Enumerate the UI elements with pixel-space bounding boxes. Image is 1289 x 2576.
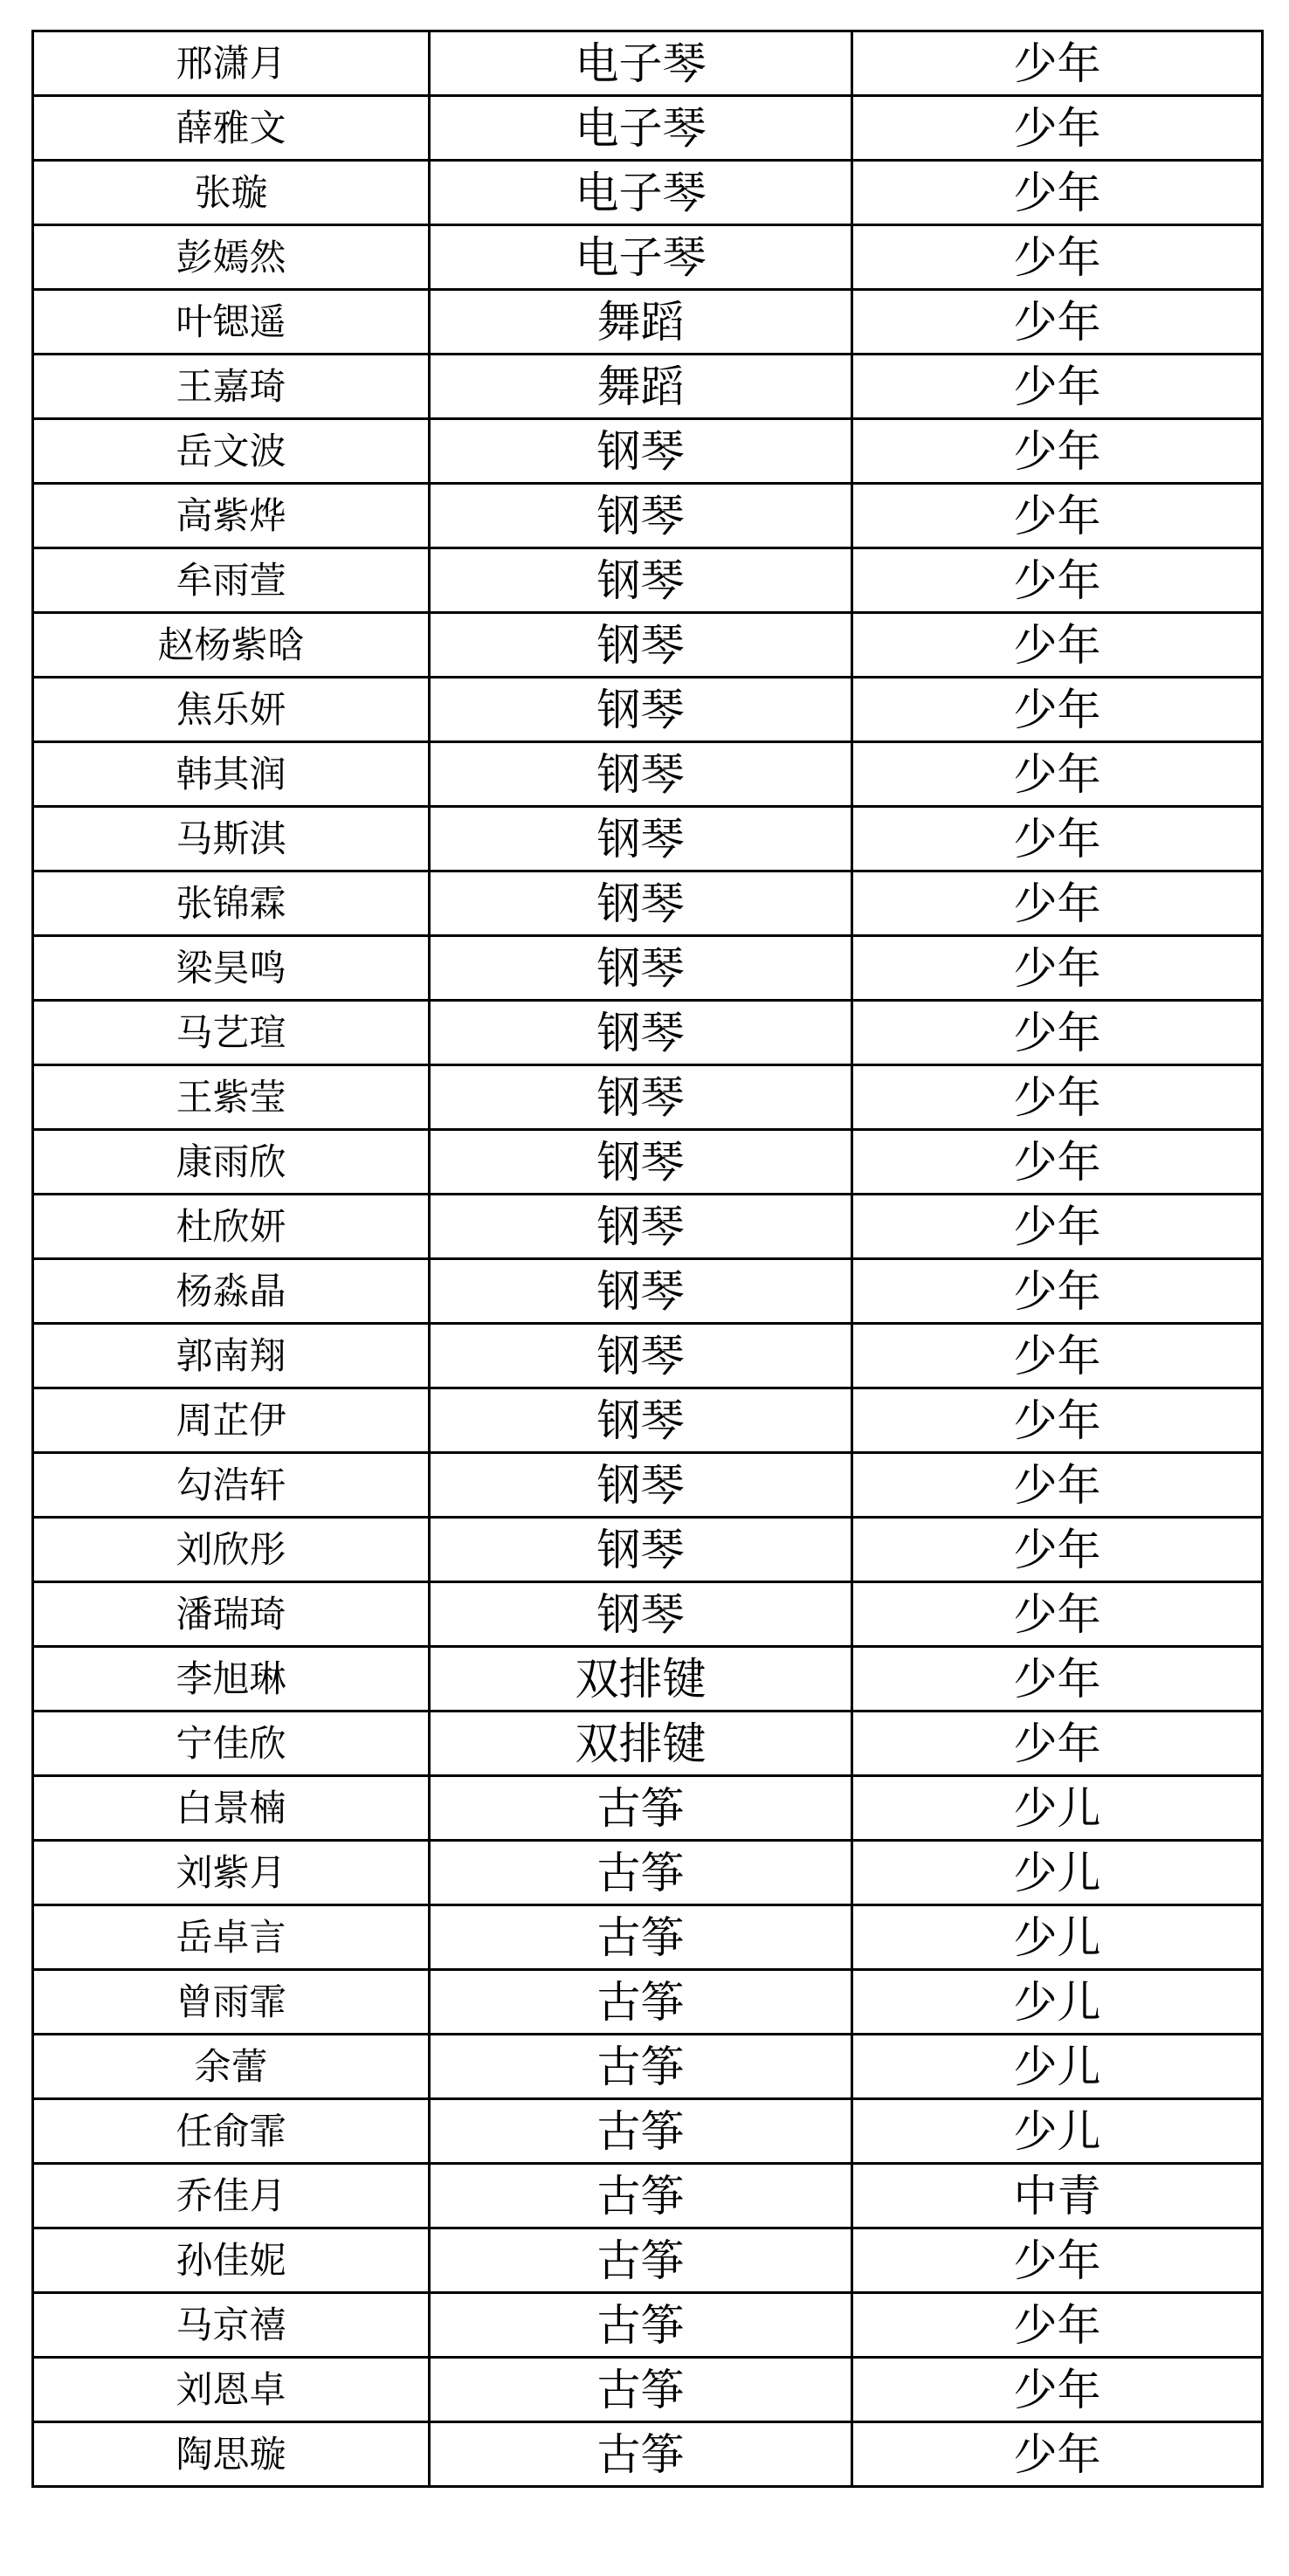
cell-group: 少年	[852, 1130, 1263, 1195]
cell-group: 少年	[852, 96, 1263, 161]
cell-group: 少儿	[852, 1905, 1263, 1970]
table-row	[33, 742, 1263, 807]
cell-instrument: 钢琴	[430, 548, 852, 613]
cell-name: 邢潇月	[33, 31, 430, 96]
cell-instrument: 钢琴	[430, 807, 852, 871]
cell-group: 少年	[852, 1453, 1263, 1518]
cell-name: 牟雨萱	[33, 548, 430, 613]
cell-name: 赵杨紫晗	[33, 613, 430, 678]
table-row	[33, 419, 1263, 484]
cell-instrument: 古筝	[430, 2099, 852, 2164]
cell-group: 少年	[852, 548, 1263, 613]
cell-group: 少儿	[852, 2035, 1263, 2099]
cell-instrument: 古筝	[430, 2422, 852, 2487]
cell-instrument: 电子琴	[430, 31, 852, 96]
cell-group: 少年	[852, 419, 1263, 484]
cell-instrument: 古筝	[430, 2035, 852, 2099]
cell-group: 少儿	[852, 1776, 1263, 1841]
cell-name: 李旭琳	[33, 1647, 430, 1712]
table-row	[33, 484, 1263, 548]
cell-group: 少年	[852, 355, 1263, 419]
cell-name: 勾浩轩	[33, 1453, 430, 1518]
table-row	[33, 1647, 1263, 1712]
table-row	[33, 678, 1263, 742]
cell-group: 少年	[852, 2358, 1263, 2422]
cell-name: 韩其润	[33, 742, 430, 807]
cell-group: 少年	[852, 678, 1263, 742]
cell-instrument: 钢琴	[430, 419, 852, 484]
cell-group: 少年	[852, 2228, 1263, 2293]
cell-instrument: 钢琴	[430, 678, 852, 742]
cell-name: 焦乐妍	[33, 678, 430, 742]
cell-name: 叶锶遥	[33, 290, 430, 355]
cell-name: 刘紫月	[33, 1841, 430, 1905]
table-row	[33, 936, 1263, 1001]
cell-instrument: 钢琴	[430, 1453, 852, 1518]
cell-group: 少年	[852, 1582, 1263, 1647]
table-row	[33, 2358, 1263, 2422]
cell-instrument: 钢琴	[430, 1388, 852, 1453]
cell-instrument: 钢琴	[430, 1001, 852, 1065]
table-row	[33, 1905, 1263, 1970]
cell-name: 梁昊鸣	[33, 936, 430, 1001]
cell-instrument: 古筝	[430, 2228, 852, 2293]
cell-name: 曾雨霏	[33, 1970, 430, 2035]
cell-instrument: 舞蹈	[430, 290, 852, 355]
cell-instrument: 双排键	[430, 1712, 852, 1776]
cell-group: 少儿	[852, 1970, 1263, 2035]
cell-instrument: 古筝	[430, 1970, 852, 2035]
cell-name: 白景楠	[33, 1776, 430, 1841]
table-row	[33, 1582, 1263, 1647]
cell-name: 薛雅文	[33, 96, 430, 161]
cell-instrument: 钢琴	[430, 1259, 852, 1324]
table-row	[33, 96, 1263, 161]
cell-group: 中青	[852, 2164, 1263, 2228]
cell-instrument: 钢琴	[430, 871, 852, 936]
cell-name: 杨淼晶	[33, 1259, 430, 1324]
cell-group: 少年	[852, 225, 1263, 290]
cell-group: 少年	[852, 1195, 1263, 1259]
cell-instrument: 双排键	[430, 1647, 852, 1712]
cell-instrument: 古筝	[430, 1905, 852, 1970]
table-row	[33, 1130, 1263, 1195]
table-row	[33, 1970, 1263, 2035]
cell-instrument: 钢琴	[430, 1518, 852, 1582]
table-row	[33, 161, 1263, 225]
cell-name: 陶思璇	[33, 2422, 430, 2487]
table-row	[33, 807, 1263, 871]
cell-name: 王嘉琦	[33, 355, 430, 419]
cell-group: 少年	[852, 1518, 1263, 1582]
cell-group: 少年	[852, 1324, 1263, 1388]
table-row	[33, 290, 1263, 355]
cell-instrument: 古筝	[430, 2293, 852, 2358]
cell-name: 刘恩卓	[33, 2358, 430, 2422]
table-row	[33, 1712, 1263, 1776]
table-row	[33, 2035, 1263, 2099]
cell-group: 少年	[852, 807, 1263, 871]
table-row	[33, 871, 1263, 936]
cell-instrument: 古筝	[430, 1776, 852, 1841]
cell-name: 潘瑞琦	[33, 1582, 430, 1647]
cell-group: 少年	[852, 1001, 1263, 1065]
cell-group: 少年	[852, 1388, 1263, 1453]
table-row	[33, 1195, 1263, 1259]
cell-name: 马斯淇	[33, 807, 430, 871]
table-row	[33, 1776, 1263, 1841]
cell-name: 孙佳妮	[33, 2228, 430, 2293]
cell-name: 余蕾	[33, 2035, 430, 2099]
cell-group: 少年	[852, 2293, 1263, 2358]
cell-name: 宁佳欣	[33, 1712, 430, 1776]
cell-group: 少年	[852, 1647, 1263, 1712]
cell-instrument: 舞蹈	[430, 355, 852, 419]
table-row	[33, 2228, 1263, 2293]
cell-instrument: 钢琴	[430, 613, 852, 678]
cell-group: 少年	[852, 936, 1263, 1001]
roster-table	[31, 30, 1264, 2488]
table-row	[33, 2099, 1263, 2164]
table-row	[33, 1001, 1263, 1065]
cell-name: 张锦霖	[33, 871, 430, 936]
cell-group: 少年	[852, 871, 1263, 936]
table-row	[33, 1518, 1263, 1582]
cell-group: 少年	[852, 613, 1263, 678]
roster-table-body	[33, 31, 1263, 2487]
cell-group: 少年	[852, 1259, 1263, 1324]
table-row	[33, 1065, 1263, 1130]
table-row	[33, 2293, 1263, 2358]
cell-instrument: 钢琴	[430, 1324, 852, 1388]
cell-name: 乔佳月	[33, 2164, 430, 2228]
cell-name: 彭嫣然	[33, 225, 430, 290]
cell-name: 马京禧	[33, 2293, 430, 2358]
table-row	[33, 1388, 1263, 1453]
cell-name: 张璇	[33, 161, 430, 225]
cell-instrument: 电子琴	[430, 225, 852, 290]
cell-name: 郭南翔	[33, 1324, 430, 1388]
cell-instrument: 钢琴	[430, 742, 852, 807]
cell-instrument: 钢琴	[430, 1582, 852, 1647]
table-row	[33, 1324, 1263, 1388]
cell-name: 岳卓言	[33, 1905, 430, 1970]
cell-name: 刘欣彤	[33, 1518, 430, 1582]
cell-name: 王紫莹	[33, 1065, 430, 1130]
cell-name: 杜欣妍	[33, 1195, 430, 1259]
table-row	[33, 1453, 1263, 1518]
cell-instrument: 钢琴	[430, 936, 852, 1001]
table-row	[33, 1841, 1263, 1905]
cell-group: 少年	[852, 2422, 1263, 2487]
cell-name: 马艺瑄	[33, 1001, 430, 1065]
cell-group: 少年	[852, 1712, 1263, 1776]
cell-name: 周芷伊	[33, 1388, 430, 1453]
cell-instrument: 电子琴	[430, 161, 852, 225]
cell-group: 少年	[852, 742, 1263, 807]
cell-group: 少年	[852, 484, 1263, 548]
cell-group: 少年	[852, 290, 1263, 355]
cell-name: 康雨欣	[33, 1130, 430, 1195]
cell-name: 任俞霏	[33, 2099, 430, 2164]
cell-group: 少儿	[852, 1841, 1263, 1905]
cell-instrument: 古筝	[430, 2358, 852, 2422]
cell-name: 岳文波	[33, 419, 430, 484]
cell-instrument: 钢琴	[430, 1195, 852, 1259]
cell-name: 高紫烨	[33, 484, 430, 548]
cell-group: 少年	[852, 31, 1263, 96]
table-row	[33, 1259, 1263, 1324]
table-row	[33, 2422, 1263, 2487]
cell-instrument: 钢琴	[430, 1065, 852, 1130]
table-row	[33, 31, 1263, 96]
cell-instrument: 钢琴	[430, 484, 852, 548]
table-row	[33, 355, 1263, 419]
table-row	[33, 2164, 1263, 2228]
cell-group: 少年	[852, 161, 1263, 225]
cell-instrument: 电子琴	[430, 96, 852, 161]
cell-instrument: 钢琴	[430, 1130, 852, 1195]
cell-instrument: 古筝	[430, 2164, 852, 2228]
table-row	[33, 613, 1263, 678]
table-row	[33, 548, 1263, 613]
cell-group: 少年	[852, 1065, 1263, 1130]
cell-instrument: 古筝	[430, 1841, 852, 1905]
table-row	[33, 225, 1263, 290]
cell-group: 少儿	[852, 2099, 1263, 2164]
roster-sheet	[31, 30, 1261, 2488]
